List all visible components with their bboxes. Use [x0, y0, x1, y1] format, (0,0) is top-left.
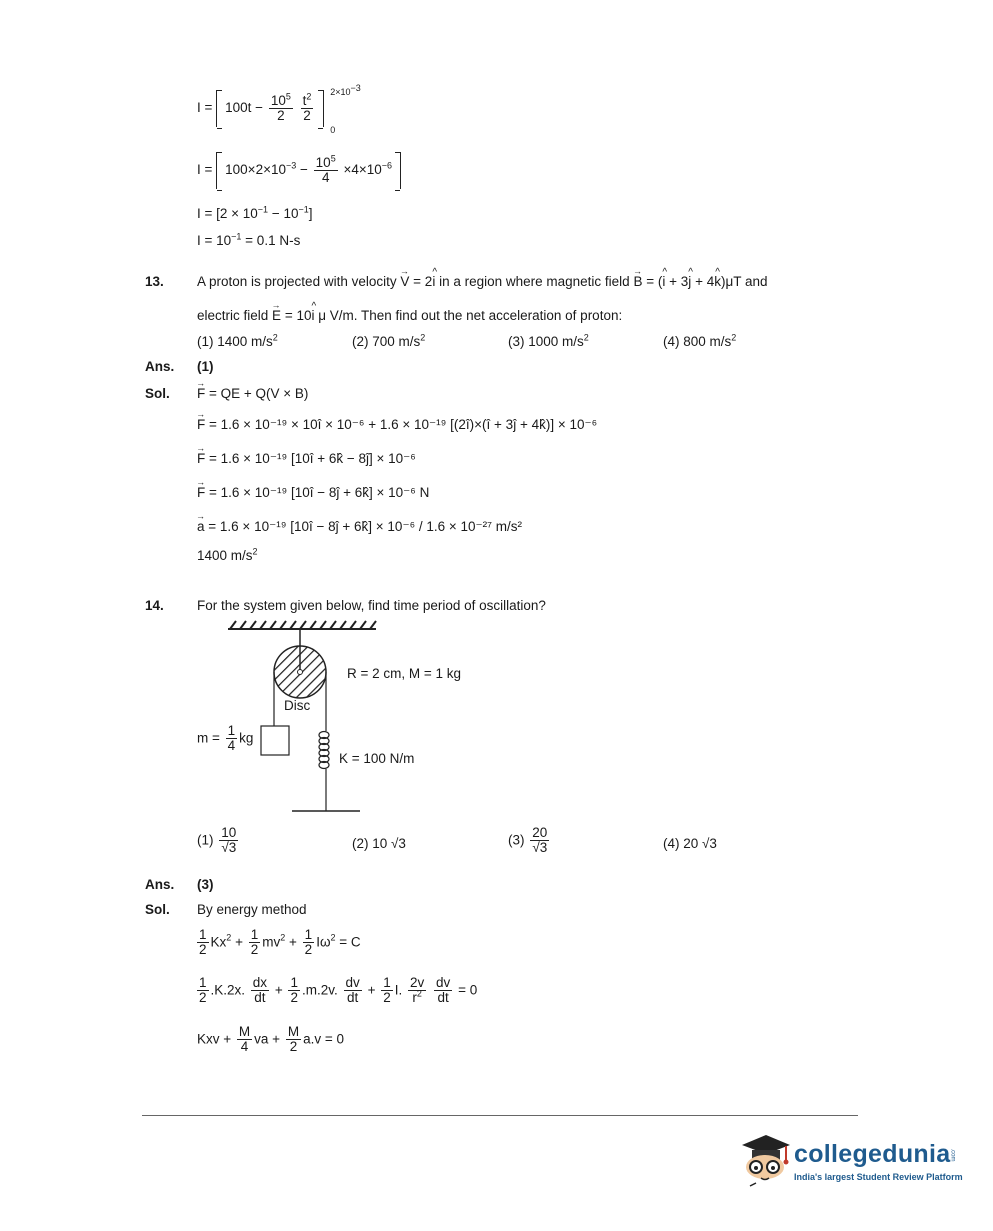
disc-axle — [298, 670, 303, 675]
q14-option-2: (2) 10 √3 — [352, 836, 406, 851]
impulse-equation-3: $I = [2 \times 10^{-1} - 10^{-1}]$ — [197, 204, 313, 221]
q14-sol-label: Sol. — [145, 902, 170, 917]
spring — [319, 732, 329, 769]
lower-limit: 0 — [330, 124, 336, 135]
q13-ans-label: Ans. — [145, 359, 175, 374]
q14-option-3: (3) $\frac{20}{√3}$ — [508, 825, 548, 855]
fraction: $\frac{t^2}{2}$ — [302, 91, 312, 123]
q13-option-2: (2) 700 $m/s^2$ — [352, 332, 426, 349]
q14-answer: (3) — [197, 877, 214, 892]
eq-lhs: I = — [197, 100, 213, 116]
q13-answer: (1) — [197, 359, 214, 374]
brand-com: .com — [949, 1148, 956, 1162]
q13-result: 1400 $m/s^2$ — [197, 546, 258, 563]
diagram-label-disc: Disc — [284, 698, 311, 713]
q13-solution-line-3: F → = 1.6 × 10⁻¹⁹ [10î + 6k̂ − 8ĵ] × 10⁻⁶ — [197, 450, 416, 468]
eq-bracket: $100\times 2\times 10^{-3}$ − $\frac{10^5}{4}$ $\times 4\times 10^{-6}$ — [216, 152, 401, 189]
diagram-label-radius-mass: R = 2 cm, M = 1 kg — [347, 666, 462, 681]
impulse-equation-2 — [197, 152, 401, 189]
ceiling-support — [228, 621, 376, 629]
collegedunia-logo — [732, 1127, 962, 1197]
q13-option-3: (3) 1000 $m/s^2$ — [508, 332, 589, 349]
q13-option-1: (1) 1400 $m/s^2$ — [197, 332, 278, 349]
impulse-equation-4: $I = 10^{-1} = 0.1$ N-s — [197, 231, 301, 248]
q14-solution-eq-1: $\frac{1}{2}$ Kx$^2$ + $\frac{1}{2}$ $mv^2$ + $\frac{1}{2}$ $I\omega^2 = C$ — [199, 927, 361, 957]
mascot-icon — [732, 1127, 794, 1189]
q14-sol-intro: By energy method — [197, 902, 307, 917]
eq-term: 100t − — [225, 100, 264, 116]
question-13-number: 13. — [145, 274, 164, 289]
q14-solution-eq-2: $\frac{1}{2}$ .K.2x. $\frac{dx}{dt}$ + $\frac{1}{2}$ .m.2v. $\frac{dv}{dt}$ + $\frac{1}{2}$ I. $\frac{2v}{r^2}$ $\frac{dv}{dt}$ = 0 — [199, 975, 478, 1005]
diagram-label-mass: m = $\frac{1}{4}$ kg — [197, 723, 254, 753]
question-13-line-1: A proton is projected with velocity V → = 2i ^ in a region where magnetic field B → = (i ^ + 3j ^ + 4k ^)μT and — [197, 273, 768, 291]
q14-option-1: (1) $\frac{10}{√3}$ — [197, 825, 237, 855]
question-13-line-2: electric field E → = 10i ^ μ V/m. Then find out the net acceleration of proton: — [197, 307, 622, 325]
brand-name: collegedunia — [794, 1140, 951, 1168]
question-14-text: For the system given below, find time period of oscillation? — [197, 598, 546, 613]
brand-tagline: India's largest Student Review Platform — [794, 1172, 963, 1182]
q14-option-4: (4) 20 √3 — [663, 836, 717, 851]
footer-divider — [142, 1115, 858, 1116]
fraction: $\frac{10^5}{2}$ — [270, 91, 291, 123]
q13-solution-line-4: F → = 1.6 × 10⁻¹⁹ [10î − 8ĵ + 6k̂] × 10⁻⁶ N — [197, 484, 429, 502]
q13-option-4: (4) 800 $m/s^2$ — [663, 332, 737, 349]
upper-limit: $2\times 10^{-3}$ — [330, 82, 361, 97]
q13-sol-label: Sol. — [145, 386, 170, 401]
q13-solution-line-1: F → = QE + Q(V × B) — [197, 385, 308, 403]
eq-lhs: I = — [197, 162, 213, 178]
fraction: $\frac{10^5}{4}$ — [315, 153, 336, 185]
q14-solution-eq-3: Kxv + $\frac{M}{4}$ va + $\frac{M}{2}$ a.v = 0 — [197, 1024, 344, 1054]
eq-bracket — [216, 90, 324, 127]
q13-solution-line-2: F → = 1.6 × 10⁻¹⁹ × 10î × 10⁻⁶ + 1.6 × 10⁻¹⁹ [(2î)×(î + 3ĵ + 4k̂)] × 10⁻⁶ — [197, 416, 597, 434]
impulse-equation-1 — [197, 82, 361, 135]
disc-spring-diagram — [190, 615, 470, 820]
question-14-number: 14. — [145, 598, 164, 613]
diagram-label-spring-constant: K = 100 N/m — [339, 751, 415, 766]
q13-solution-line-5: a → = 1.6 × 10⁻¹⁹ [10î − 8ĵ + 6k̂] × 10⁻⁶ / 1.6 × 10⁻²⁷ m/s² — [197, 518, 522, 536]
q14-ans-label: Ans. — [145, 877, 175, 892]
mass-block — [261, 726, 289, 755]
